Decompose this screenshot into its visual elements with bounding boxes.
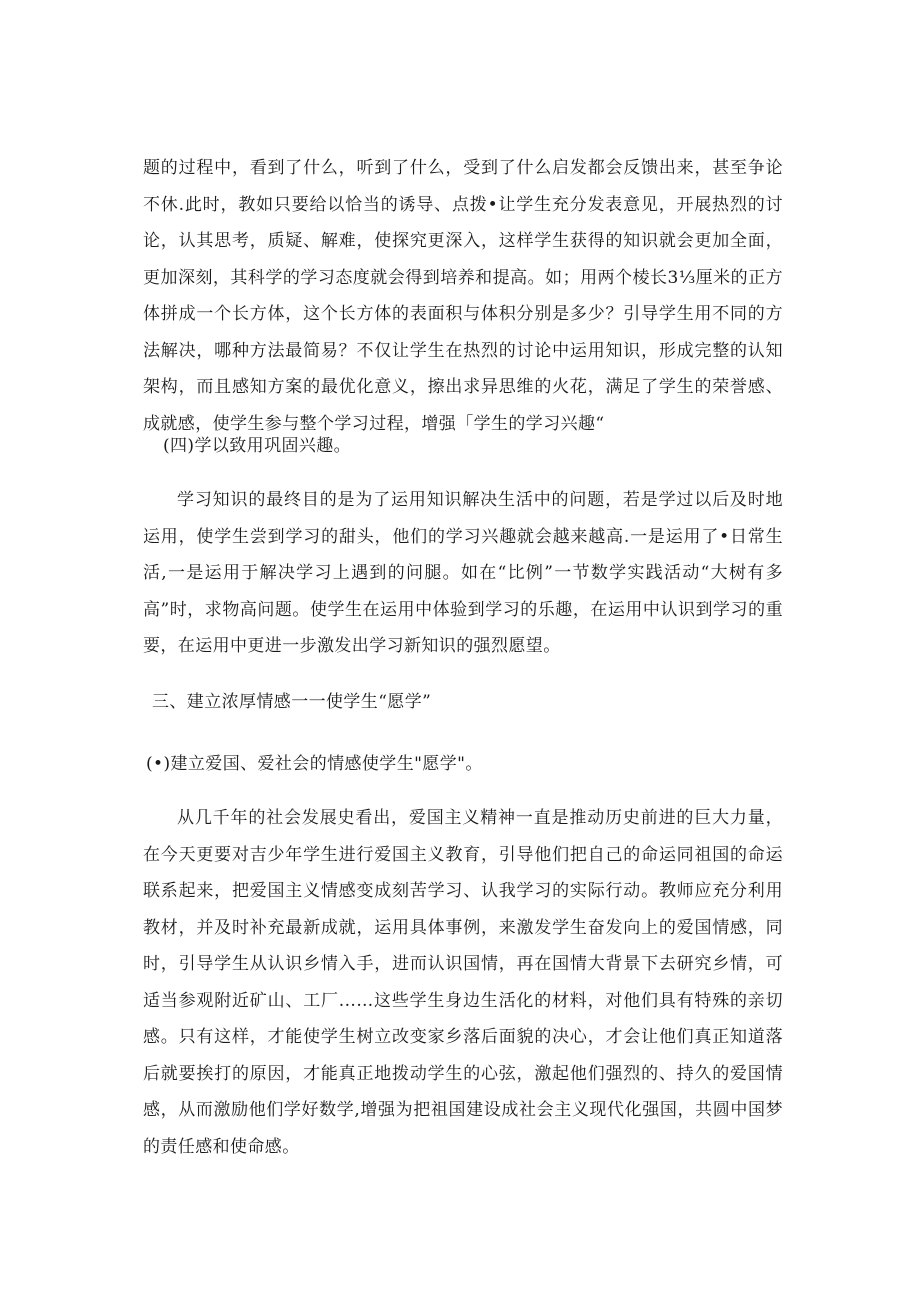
paragraph-patriotism: 从几千年的社会发展史看出，爱国主义精神一直是推动历史前进的巨大力量，在今天更要对吉少年学生进行爱国主义教育，引导他们把自己的命运同祖国的命运联系起来，把爱国主义情感变成刻苦学习、认我学习的实际行动。教师应充分利用教材，并及时补充最新成就，运用具体事例，来激发学生奋发向上的爱国情感，同时，引导学生从认识乡情入手，进而认识国情，再在国情大背景下去研究乡情，可适当参观附近矿山、工厂...…这些学生身边生活化的材料，对他们具有特殊的亲切感。只有这样，才能使学生树立改变家乡落后面貌的决心，才会让他们真正知道落后就要挨打的原因，才能真正地拨动学生的心弦，激起他们强烈的、持久的爱国情感，从而激励他们学好数学,增强为把祖国建设成社会主义现代化强国，共圆中国梦的责任感和使命感。 (143, 808, 783, 1157)
section-three-heading: 三、建立浓厚情感一一使学生“愿学” (152, 692, 432, 712)
paragraph-discussion: 题的过程中，看到了什么，听到了什么，受到了什么启发都会反馈出来，甚至争论不休.此时，教如只要给以恰当的诱导、点拨•让学生充分发表意见，开展热烈的讨论，认其思考，质疑、解难，使探究更深入，这样学生获得的知识就会更加全面，更加深刻，其科学的学习态度就会得到培养和提高。如；用两个棱长3⅓厘米的正方体拼成一个长方体，这个长方体的表面积与体积分别是多少？引导学生用不同的方法解决，哪种方法最简易？不仅让学生在热烈的讨论中运用知识，形成完整的认知架构，而且感知方案的最优化意义，擦出求异思维的火花，满足了学生的荣誉感、成就感，使学生参与整个学习过程，增强「学生的学习兴趣“ (143, 158, 783, 434)
heading-apply-learning: (四)学以致用巩固兴趣。 (163, 436, 352, 456)
paragraph-apply-knowledge: 学习知识的最终目的是为了运用知识解决生活中的问题，若是学过以后及时地运用，使学生尝到学习的甜头，他们的学习兴趣就会越来越高.一是运用了•日常生活,一是运用于解决学习上遇到的问腿。如在“比例”一节数学实践活动“大树有多高”时，求物高问题。使学生在运用中体验到学习的乐趣，在运用中认识到学习的重要，在运用中更进一步激发出学习新知识的强烈愿望。 (143, 490, 783, 656)
heading-patriotism: (•)建立爱国、爱社会的情感使学生"愿学"。 (146, 754, 483, 774)
